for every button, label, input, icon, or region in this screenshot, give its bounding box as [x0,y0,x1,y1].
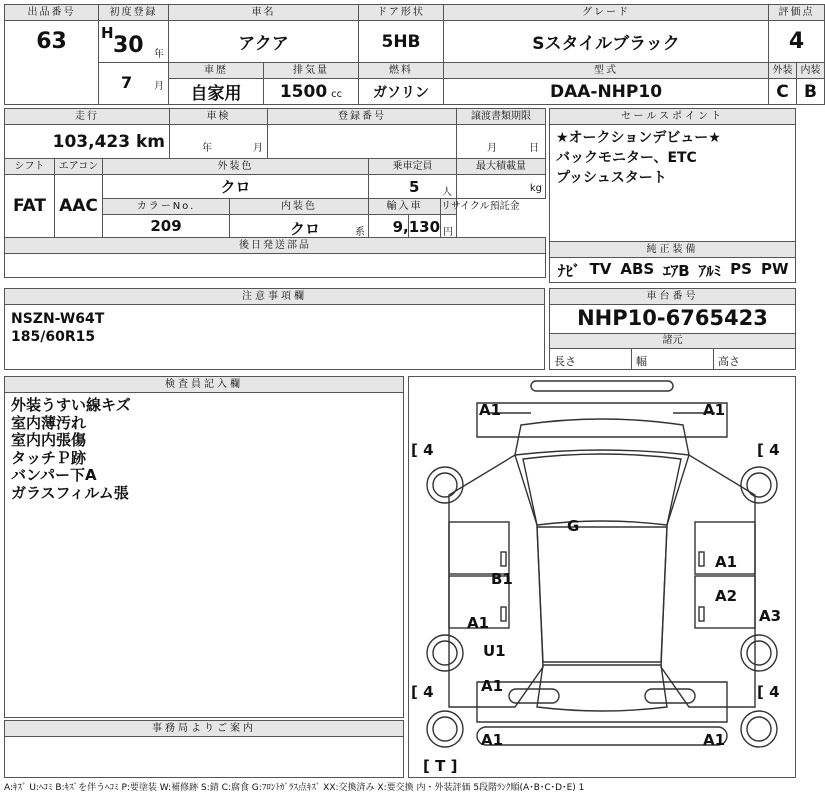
left-handle-front [501,552,506,566]
inspector-line: 室内内張傷 [11,431,87,449]
capacity: 5 [409,178,420,196]
inspector-notes [4,376,404,718]
ext-color: クロ [103,175,369,199]
transfer-day: 日 [529,143,540,154]
mark-rear-r: A3 [759,607,782,625]
wheel-fr-inner [747,473,771,497]
import-label: 輸入車 [369,199,441,215]
mark-rear-right: A1 [703,731,726,749]
lot-number: 63 [5,21,99,79]
disp-label: 排気量 [264,63,359,79]
load-cell [457,175,546,199]
dims-row [550,349,795,369]
load-label: 最大積載量 [457,159,546,175]
door-type: 5HB [359,21,444,63]
left-handle-rear [501,607,506,621]
lot-blank [5,79,99,105]
notes-label: 注意事項欄 [5,289,544,305]
sales-line: ★オークションデビュー★ [556,130,721,146]
mark-front-right: A1 [703,401,726,419]
length-label: 長さ [550,349,632,369]
first-reg-year-cell [99,21,169,63]
inspection-cell [170,125,268,159]
grade-label: グレード [444,5,769,21]
inspector-line: ガラスフィルム張 [11,483,129,502]
shift-label: シフト [5,159,55,175]
mark-sill-l: U1 [483,642,506,660]
height-label: 高さ [718,355,740,368]
color-number: 209 [103,215,230,238]
equipment-list [558,260,791,281]
recycle-cell [392,215,457,238]
intcolor-cell [230,215,369,238]
disp-cell [264,79,359,105]
chassis-label: 車台番号 [550,289,795,305]
inspector-line: 外装うすい線キズ [11,396,131,414]
rear-bumper-lower [477,727,727,745]
wheel-spare-r-inner [747,717,771,741]
rear-glass-shape [537,665,667,711]
parts-cell [5,254,546,278]
grade: Sスタイルブラック [444,21,769,63]
ac-label: エアコン [55,159,103,175]
sales-label: セールスポイント [550,109,795,125]
regno-label: 登録番号 [268,109,457,125]
office-notice [4,720,404,778]
right-handle-rear [699,607,704,621]
model-code: DAA-NHP10 [444,79,769,105]
roof-shape [537,527,667,662]
damage-diagram [408,376,796,778]
equip-pw: PW [760,260,789,278]
mark-rear-left: A1 [481,731,504,749]
recycle-unit: 円 [443,227,454,238]
tire-fr-score: 4 [769,441,780,459]
inspector-line: 室内薄汚れ [11,413,87,432]
intcolor-unit: 系 [355,227,366,238]
tire-fr-cell [757,441,780,459]
car-name: アクア [169,21,359,63]
lot-label: 出品番号 [5,5,99,21]
header-table [4,4,825,105]
equip-airbag: ｴｱB [663,262,690,280]
tire-fl-score: 4 [423,441,434,459]
shift: FAT [5,175,55,238]
fuel: ガソリン [359,79,444,105]
transfer-month: 月 [487,143,498,154]
tire-rl-open: [ [411,683,418,701]
door-label: ドア形状 [359,5,444,21]
mileage: 103,423 [52,131,131,152]
history-label: 車歴 [169,63,264,79]
era: H [101,24,114,42]
chassis [549,288,796,370]
equipment [549,241,796,283]
mark-quarter-r: A2 [715,587,738,605]
load-unit: kg [529,183,543,194]
rear-lamp-left [509,689,559,703]
front-bumper-body [477,403,727,437]
dim-label: 諸元 [550,334,795,349]
tire-rr-open: [ [757,683,764,701]
mark-quarter-l: A1 [481,677,504,695]
disp-unit: cc [331,88,343,100]
spec-table [4,108,546,278]
mark-glass: G [567,517,580,535]
wheel-spare-l-inner [433,717,457,741]
office-label: 事務局よりご案内 [5,721,403,737]
recycle-fee: 9,130 [392,218,441,236]
aircon: AAC [55,175,103,238]
month-unit: 月 [154,81,164,92]
notes-line: NSZN-W64T [11,311,105,327]
ext-label: 外装 [769,63,797,79]
rear-bumper-body [477,682,727,722]
tire-rl-cell [411,683,434,701]
spare-open: [ [423,757,430,775]
int-color: クロ [290,220,321,238]
spare-mark: T [435,757,446,775]
left-front-door [449,522,509,574]
capacity-cell [369,175,457,199]
score: 4 [769,21,825,63]
sales-lines [556,128,721,188]
first-reg-year: 30 [113,33,144,58]
regno-cell [268,125,457,159]
name-label: 車名 [169,5,359,21]
notes-lines [11,310,104,346]
equip-tv: TV [589,260,612,278]
mileage-label: 走行 [5,109,170,125]
insp-month: 月 [253,143,264,154]
ext-grade: C [769,79,797,105]
spare-cell [423,757,457,775]
int-grade: B [797,79,825,105]
parts-label: 後日発送部品 [5,238,546,254]
int-label: 内装 [797,63,825,79]
fuel-label: 燃料 [359,63,444,79]
equip-abs: ABS [620,260,655,278]
mileage-unit: km [135,131,166,152]
first-reg-month-cell [99,63,169,105]
notes [4,288,545,370]
equip-navi: ﾅﾋﾞ [558,262,581,280]
equip-ps: PS [730,260,752,278]
front-bumper-shape [531,381,673,391]
tire-fl-cell [411,441,434,459]
color-label: 外装色 [103,159,369,175]
rear-lamp-right [645,689,695,703]
spare-close: ] [450,757,458,775]
mileage-cell [5,125,170,159]
inspector-line: タッチＰ跡 [11,448,87,467]
car-outline-svg [409,377,795,777]
tire-rr-score: 4 [769,683,780,701]
wheel-rl-inner [433,641,457,665]
mark-door-fr: A1 [715,553,738,571]
width-label: 幅 [632,349,714,369]
year-unit: 年 [154,49,164,60]
right-handle-front [699,552,704,566]
equip-alloy: ｱﾙﾐ [698,262,722,280]
sales-points [549,108,796,242]
first-reg-month: 7 [121,73,133,92]
colorno-label: カラーNo. [103,199,230,215]
wheel-rr-inner [747,641,771,665]
sales-line: バックモニター、ETC [556,150,697,166]
first-reg-label: 初度登録 [99,5,169,21]
notes-line: 185/60R15 [11,329,96,345]
chassis-number: NHP10-6765423 [550,304,795,334]
history: 自家用 [169,79,264,105]
displacement: 1500 [279,81,328,102]
equipment-label: 純正装備 [550,242,795,258]
sales-line: プッシュスタート [556,170,667,186]
insp-year: 年 [202,143,213,154]
score-label: 評価点 [769,5,825,21]
capacity-label: 乗車定員 [369,159,457,175]
tire-rr-cell [757,683,780,701]
mark-door-rl: A1 [467,614,490,632]
recycle-label: リサイクル預託金 [441,199,457,215]
tire-fr-open: [ [757,441,764,459]
transfer-label: 譲渡書類期限 [457,109,546,125]
tire-fl-open: [ [411,441,418,459]
inspector-label: 検査員記入欄 [5,377,403,393]
transfer-cell [457,125,546,159]
capacity-unit: 人 [442,187,453,198]
legend: A:ｷｽﾞ U:ﾍｺﾐ B:ｷｽﾞを伴うﾍｺﾐ P:要塗装 W:補修跡 S:錆 C:腐食 G:ﾌﾛﾝﾄｶﾞﾗｽ点ｷｽﾞ XX:交換済み X:要交換 内・外装評価 5段階ﾗﾝｸ順(A･B･C･D･E) 1 [4,783,585,793]
right-body-shape [661,455,755,707]
windshield-shape [523,454,681,525]
wheel-fl-inner [433,473,457,497]
tire-rl-score: 4 [423,683,434,701]
mark-front-left: A1 [479,401,502,419]
mark-door-fl: B1 [491,570,513,588]
intcolor-label: 内装色 [230,199,369,215]
inspection-label: 車検 [170,109,268,125]
inspector-line: バンパー下A [11,466,97,484]
model-label: 型式 [444,63,769,79]
inspector-lines [11,397,131,502]
